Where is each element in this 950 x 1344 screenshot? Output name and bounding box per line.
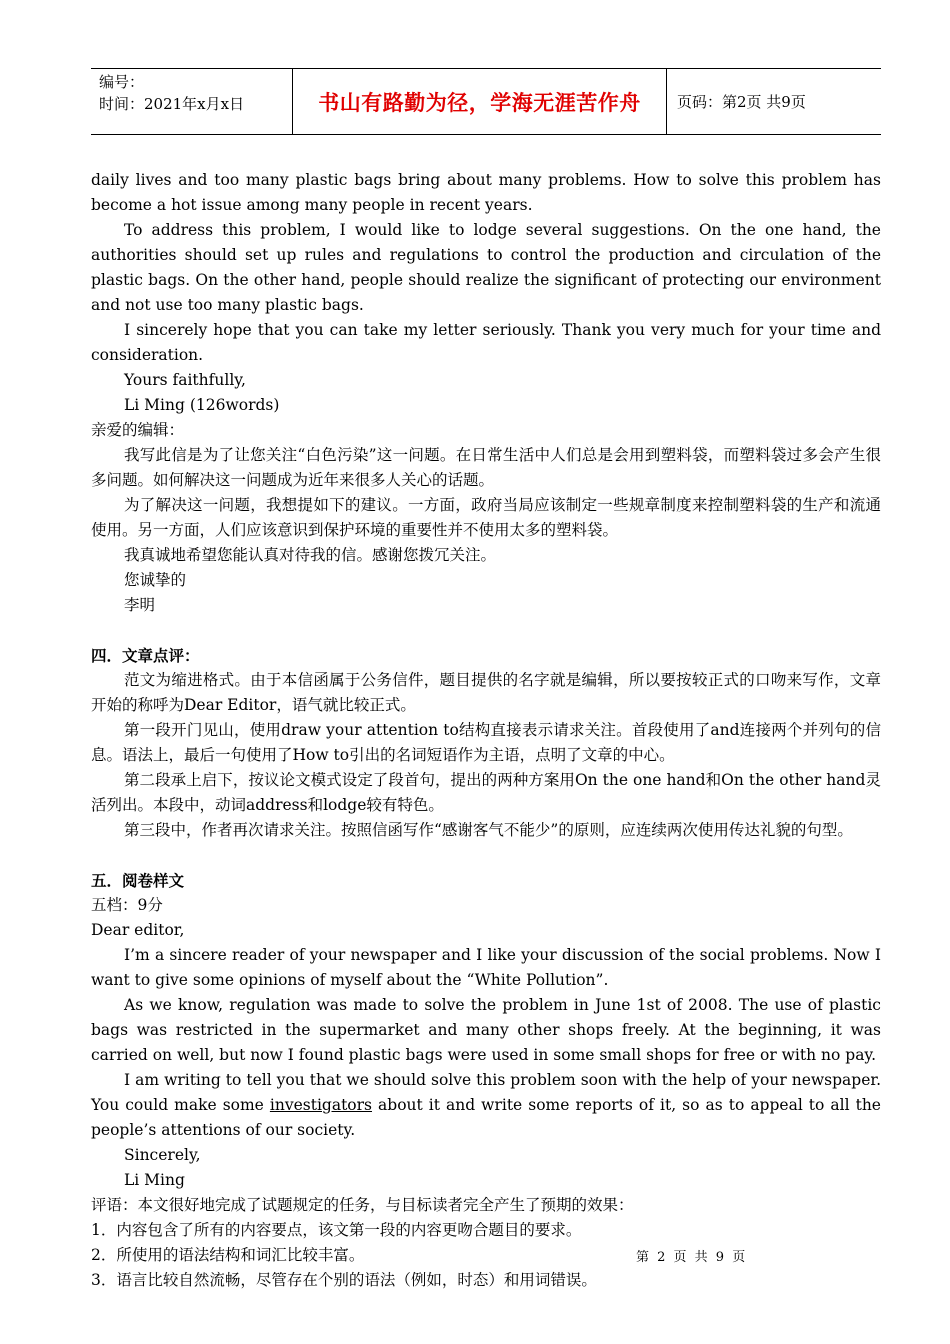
sample-paragraph bbox=[91, 1068, 881, 1143]
section-heading: 五．阅卷样文 bbox=[91, 871, 185, 890]
review-paragraph: 范文为缩进格式。由于本信函属于公务信件，题目提供的名字就是编辑，所以要按较正式的口吻来写作，文章开始的称呼为Dear Editor，语气就比较正式。 bbox=[91, 671, 881, 714]
translation-paragraph: 我真诚地希望您能认真对待我的信。感谢您拨冗关注。 bbox=[124, 546, 497, 564]
sample-closing: Sincerely, bbox=[124, 1146, 201, 1164]
section-heading: 四．文章点评： bbox=[91, 646, 200, 665]
comment-text: 评语：本文很好地完成了试题规定的任务，与目标读者完全产生了预期的效果： bbox=[91, 1196, 634, 1214]
sample-salutation: Dear editor, bbox=[91, 921, 185, 939]
comment-point: 3．语言比较自然流畅，尽管存在个别的语法（例如，时态）和用词错误。 bbox=[91, 1271, 597, 1289]
document-body bbox=[91, 168, 881, 1293]
translation-signature: 李明 bbox=[124, 596, 156, 614]
letter-closing: Yours faithfully, bbox=[124, 371, 246, 389]
sample-signature: Li Ming bbox=[124, 1171, 185, 1189]
motto-text: 书山有路勤为径，学海无涯苦作舟 bbox=[318, 89, 641, 115]
letter-paragraph: daily lives and too many plastic bags bring about many problems. How to solve this problem has become a hot issue among many people in recent years. bbox=[91, 171, 881, 214]
page-label: 页码：第2页 共9页 bbox=[677, 93, 806, 111]
comment-point: 1．内容包含了所有的内容要点，该文第一段的内容更吻合题目的要求。 bbox=[91, 1221, 582, 1239]
page-header bbox=[91, 68, 881, 135]
review-paragraph: 第三段中，作者再次请求关注。按照信函写作“感谢客气不能少”的原则，应连续两次使用传达礼貌的句型。 bbox=[124, 821, 853, 839]
review-paragraph: 第二段承上启下，按议论文模式设定了段首句，提出的两种方案用On the one hand和On the other hand灵活列出。本段中，动词address和lodge较有特色。 bbox=[91, 771, 881, 814]
translation-salutation: 亲爱的编辑： bbox=[91, 421, 185, 439]
sample-text: about it and write some reports of it, so as to appeal to all the people’s attentions of our society. bbox=[91, 1096, 881, 1139]
page-footer: 第 2 页 共 9 页 bbox=[636, 1250, 748, 1265]
header-page-cell bbox=[667, 69, 881, 134]
sample-text: I am writing to tell you that we should solve this problem soon with the help of your newspaper. You could make some bbox=[91, 1071, 881, 1114]
sample-paragraph: I’m a sincere reader of your newspaper and I like your discussion of the social problems. Now I want to give some opinions of myself about the “White Pollution”. bbox=[91, 946, 881, 989]
review-paragraph: 第一段开门见山，使用draw your attention to结构直接表示请求关注。首段使用了and连接两个并列句的信息。语法上，最后一句使用了How to引出的名词短语作为主语，点明了文章的中心。 bbox=[91, 721, 881, 764]
header-motto-cell bbox=[293, 69, 667, 134]
number-label: 编号： bbox=[99, 73, 145, 91]
header-meta bbox=[91, 69, 293, 134]
letter-paragraph: To address this problem, I would like to lodge several suggestions. On the one hand, the authorities should set up rules and regulations to control the production and circulation of the plastic bags. On the other hand, people should realize the significant of protecting our environment and not use too many plastic bags. bbox=[91, 221, 881, 314]
comment-point: 2．所使用的语法结构和词汇比较丰富。 bbox=[91, 1246, 365, 1264]
letter-paragraph: I sincerely hope that you can take my letter seriously. Thank you very much for your time and consideration. bbox=[91, 321, 881, 364]
translation-paragraph: 我写此信是为了让您关注“白色污染”这一问题。在日常生活中人们总是会用到塑料袋，而塑料袋过多会产生很多问题。如何解决这一问题成为近年来很多人关心的话题。 bbox=[91, 446, 881, 489]
letter-signature: Li Ming (126words) bbox=[124, 396, 280, 414]
grade-label: 五档：9分 bbox=[91, 896, 163, 914]
time-label: 时间：2021年x月x日 bbox=[99, 95, 245, 113]
underlined-word: investigators bbox=[269, 1096, 372, 1114]
translation-paragraph: 为了解决这一问题，我想提如下的建议。一方面，政府当局应该制定一些规章制度来控制塑料袋的生产和流通使用。另一方面，人们应该意识到保护环境的重要性并不使用太多的塑料袋。 bbox=[91, 496, 881, 539]
translation-closing: 您诚挚的 bbox=[124, 571, 187, 589]
sample-paragraph: As we know, regulation was made to solve the problem in June 1st of 2008. The use of plastic bags was restricted in the supermarket and many other shops freely. At the beginning, it was carried on well, but now I found plastic bags were used in some small shops for free or with no pay. bbox=[91, 996, 881, 1064]
